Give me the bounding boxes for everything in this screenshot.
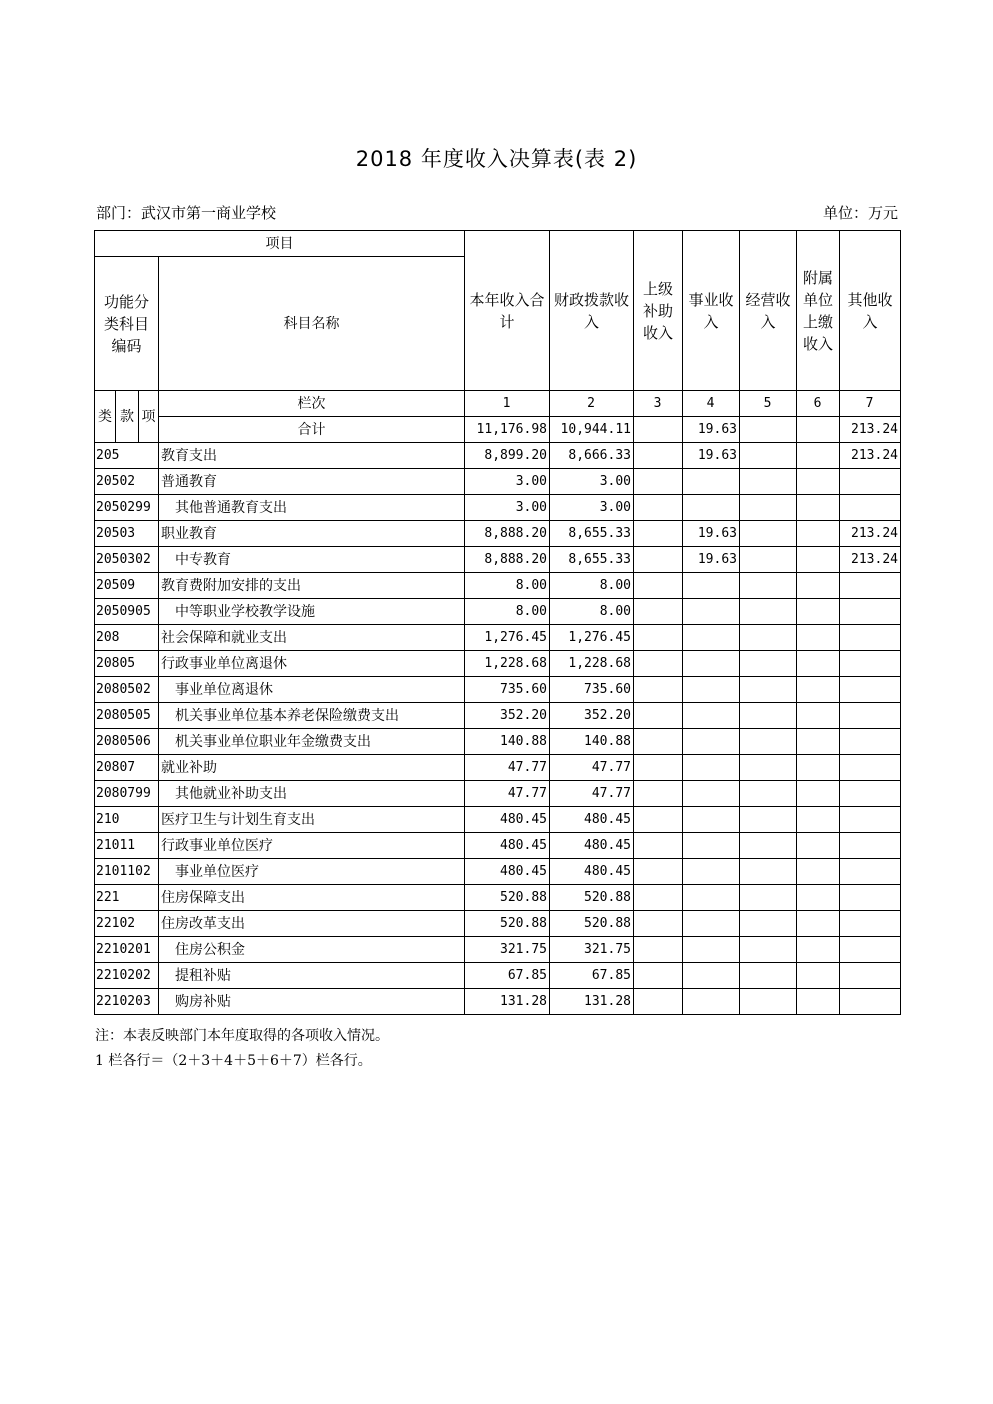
row-code: 22102 bbox=[95, 911, 159, 937]
row-value: 520.88 bbox=[465, 911, 550, 937]
row-value: 480.45 bbox=[550, 859, 634, 885]
row-value: 520.88 bbox=[550, 911, 634, 937]
row-value bbox=[740, 859, 797, 885]
row-code: 20509 bbox=[95, 573, 159, 599]
header-lanci: 栏次 bbox=[159, 391, 465, 417]
row-value: 3.00 bbox=[550, 495, 634, 521]
header-col-business: 事业收入 bbox=[683, 231, 740, 391]
col-num-7: 7 bbox=[840, 391, 901, 417]
income-table bbox=[94, 230, 901, 1015]
row-code: 208 bbox=[95, 625, 159, 651]
col-num-1: 1 bbox=[465, 391, 550, 417]
row-value bbox=[683, 911, 740, 937]
row-code: 20503 bbox=[95, 521, 159, 547]
row-value: 520.88 bbox=[550, 885, 634, 911]
row-value bbox=[740, 781, 797, 807]
row-code: 2080502 bbox=[95, 677, 159, 703]
row-value bbox=[634, 625, 683, 651]
row-value bbox=[634, 599, 683, 625]
row-subject-name: 其他就业补助支出 bbox=[159, 781, 465, 807]
row-value bbox=[840, 937, 901, 963]
row-value bbox=[683, 573, 740, 599]
row-subject-name: 教育支出 bbox=[159, 443, 465, 469]
row-value: 131.28 bbox=[465, 989, 550, 1015]
header-xiang: 项 bbox=[139, 391, 159, 443]
row-value bbox=[840, 885, 901, 911]
table-row bbox=[95, 963, 901, 989]
row-value bbox=[840, 859, 901, 885]
row-value: 140.88 bbox=[465, 729, 550, 755]
table-row bbox=[95, 443, 901, 469]
row-value: 321.75 bbox=[465, 937, 550, 963]
row-value bbox=[797, 703, 840, 729]
table-row bbox=[95, 859, 901, 885]
row-subject-name: 购房补贴 bbox=[159, 989, 465, 1015]
table-row bbox=[95, 885, 901, 911]
row-subject-name: 事业单位离退休 bbox=[159, 677, 465, 703]
table-row bbox=[95, 807, 901, 833]
table-row bbox=[95, 677, 901, 703]
row-value: 8,899.20 bbox=[465, 443, 550, 469]
row-code: 2080799 bbox=[95, 781, 159, 807]
col-num-2: 2 bbox=[550, 391, 634, 417]
row-subject-name: 机关事业单位职业年金缴费支出 bbox=[159, 729, 465, 755]
unit-label: 单位：万元 bbox=[822, 204, 898, 222]
row-subject-name: 住房保障支出 bbox=[159, 885, 465, 911]
row-value bbox=[797, 859, 840, 885]
row-value: 8.00 bbox=[465, 599, 550, 625]
row-value bbox=[634, 807, 683, 833]
table-row bbox=[95, 729, 901, 755]
row-value: 352.20 bbox=[465, 703, 550, 729]
row-subject-name: 普通教育 bbox=[159, 469, 465, 495]
row-value bbox=[797, 651, 840, 677]
row-value bbox=[740, 677, 797, 703]
row-value bbox=[634, 859, 683, 885]
table-row bbox=[95, 495, 901, 521]
row-value bbox=[683, 703, 740, 729]
col-num-6: 6 bbox=[797, 391, 840, 417]
row-value bbox=[797, 963, 840, 989]
row-value: 67.85 bbox=[550, 963, 634, 989]
header-subject-name: 科目名称 bbox=[159, 257, 465, 391]
row-value: 47.77 bbox=[465, 781, 550, 807]
row-subject-name: 中等职业学校教学设施 bbox=[159, 599, 465, 625]
row-value: 480.45 bbox=[465, 833, 550, 859]
row-code: 2210203 bbox=[95, 989, 159, 1015]
row-code: 2050905 bbox=[95, 599, 159, 625]
row-value bbox=[683, 781, 740, 807]
row-value bbox=[740, 989, 797, 1015]
table-row bbox=[95, 833, 901, 859]
row-value: 131.28 bbox=[550, 989, 634, 1015]
header-col-total: 本年收入合计 bbox=[465, 231, 550, 391]
row-value bbox=[683, 651, 740, 677]
row-code: 21011 bbox=[95, 833, 159, 859]
row-value: 8.00 bbox=[550, 599, 634, 625]
header-lei: 类 bbox=[95, 391, 116, 443]
row-value bbox=[634, 755, 683, 781]
row-value bbox=[740, 833, 797, 859]
row-value bbox=[740, 755, 797, 781]
row-value bbox=[634, 521, 683, 547]
row-code: 2101102 bbox=[95, 859, 159, 885]
row-value bbox=[683, 599, 740, 625]
row-value bbox=[683, 495, 740, 521]
row-value: 8,655.33 bbox=[550, 547, 634, 573]
row-code: 205 bbox=[95, 443, 159, 469]
row-value: 47.77 bbox=[550, 755, 634, 781]
total-cell: 11,176.98 bbox=[465, 417, 550, 443]
row-value bbox=[634, 833, 683, 859]
row-value bbox=[840, 755, 901, 781]
row-value bbox=[797, 729, 840, 755]
row-value bbox=[683, 963, 740, 989]
row-value bbox=[797, 599, 840, 625]
row-value: 8.00 bbox=[465, 573, 550, 599]
row-value bbox=[683, 859, 740, 885]
row-value bbox=[740, 547, 797, 573]
row-value bbox=[683, 625, 740, 651]
row-code: 221 bbox=[95, 885, 159, 911]
row-value bbox=[840, 703, 901, 729]
row-value: 735.60 bbox=[465, 677, 550, 703]
row-value bbox=[683, 989, 740, 1015]
row-value bbox=[683, 469, 740, 495]
row-value bbox=[740, 963, 797, 989]
row-value bbox=[740, 885, 797, 911]
row-value bbox=[840, 677, 901, 703]
row-value: 735.60 bbox=[550, 677, 634, 703]
row-value bbox=[634, 963, 683, 989]
row-value bbox=[840, 911, 901, 937]
header-col-fiscal: 财政拨款收入 bbox=[550, 231, 634, 391]
total-cell: 19.63 bbox=[683, 417, 740, 443]
row-value bbox=[797, 443, 840, 469]
row-value bbox=[797, 547, 840, 573]
row-subject-name: 住房改革支出 bbox=[159, 911, 465, 937]
row-value bbox=[740, 599, 797, 625]
table-row bbox=[95, 651, 901, 677]
row-value bbox=[740, 469, 797, 495]
row-value bbox=[634, 885, 683, 911]
row-value bbox=[840, 651, 901, 677]
table-row bbox=[95, 703, 901, 729]
table-row bbox=[95, 625, 901, 651]
row-value: 8.00 bbox=[550, 573, 634, 599]
row-code: 2210201 bbox=[95, 937, 159, 963]
table-row bbox=[95, 911, 901, 937]
row-subject-name: 住房公积金 bbox=[159, 937, 465, 963]
row-value bbox=[797, 937, 840, 963]
row-value bbox=[634, 573, 683, 599]
row-value bbox=[840, 833, 901, 859]
row-value: 8,655.33 bbox=[550, 521, 634, 547]
header-col-other: 其他收入 bbox=[840, 231, 901, 391]
row-value bbox=[840, 599, 901, 625]
row-value bbox=[797, 833, 840, 859]
row-value: 67.85 bbox=[465, 963, 550, 989]
row-subject-name: 职业教育 bbox=[159, 521, 465, 547]
col-num-5: 5 bbox=[740, 391, 797, 417]
row-subject-name: 其他普通教育支出 bbox=[159, 495, 465, 521]
row-value bbox=[683, 755, 740, 781]
row-value: 1,228.68 bbox=[465, 651, 550, 677]
row-code: 2080505 bbox=[95, 703, 159, 729]
row-value bbox=[797, 677, 840, 703]
row-value: 213.24 bbox=[840, 521, 901, 547]
row-code: 20807 bbox=[95, 755, 159, 781]
row-value: 480.45 bbox=[465, 807, 550, 833]
row-value: 3.00 bbox=[465, 495, 550, 521]
row-value: 47.77 bbox=[465, 755, 550, 781]
note-line: 1 栏各行＝（2＋3＋4＋5＋6＋7）栏各行。 bbox=[95, 1053, 372, 1069]
row-value: 140.88 bbox=[550, 729, 634, 755]
row-value bbox=[797, 807, 840, 833]
header-col-operation: 经营收入 bbox=[740, 231, 797, 391]
row-value bbox=[840, 781, 901, 807]
col-num-3: 3 bbox=[634, 391, 683, 417]
row-value bbox=[797, 625, 840, 651]
row-value bbox=[634, 495, 683, 521]
row-value: 47.77 bbox=[550, 781, 634, 807]
row-value: 213.24 bbox=[840, 547, 901, 573]
row-value bbox=[634, 703, 683, 729]
row-subject-name: 医疗卫生与计划生育支出 bbox=[159, 807, 465, 833]
total-cell bbox=[740, 417, 797, 443]
department-label: 部门：武汉市第一商业学校 bbox=[96, 204, 277, 222]
row-subject-name: 行政事业单位医疗 bbox=[159, 833, 465, 859]
table-row bbox=[95, 573, 901, 599]
row-value: 480.45 bbox=[465, 859, 550, 885]
row-code: 210 bbox=[95, 807, 159, 833]
table-row bbox=[95, 937, 901, 963]
row-value bbox=[740, 651, 797, 677]
row-value bbox=[840, 495, 901, 521]
row-value: 3.00 bbox=[550, 469, 634, 495]
row-value bbox=[634, 677, 683, 703]
header-col-superior: 上级补助收入 bbox=[634, 231, 683, 391]
row-value bbox=[797, 781, 840, 807]
row-value bbox=[797, 521, 840, 547]
row-subject-name: 社会保障和就业支出 bbox=[159, 625, 465, 651]
row-value: 8,666.33 bbox=[550, 443, 634, 469]
row-value bbox=[683, 885, 740, 911]
row-subject-name: 机关事业单位基本养老保险缴费支出 bbox=[159, 703, 465, 729]
row-value: 19.63 bbox=[683, 443, 740, 469]
row-code: 2050299 bbox=[95, 495, 159, 521]
row-value bbox=[634, 937, 683, 963]
row-value: 1,276.45 bbox=[465, 625, 550, 651]
row-value bbox=[840, 963, 901, 989]
row-value bbox=[683, 833, 740, 859]
page-title: 2018 年度收入决算表(表 2) bbox=[355, 147, 638, 171]
row-value: 352.20 bbox=[550, 703, 634, 729]
row-value: 19.63 bbox=[683, 521, 740, 547]
row-value: 8,888.20 bbox=[465, 521, 550, 547]
row-subject-name: 提租补贴 bbox=[159, 963, 465, 989]
row-subject-name: 事业单位医疗 bbox=[159, 859, 465, 885]
row-value bbox=[840, 989, 901, 1015]
row-value bbox=[797, 911, 840, 937]
row-value bbox=[683, 937, 740, 963]
total-cell: 213.24 bbox=[840, 417, 901, 443]
row-value bbox=[634, 729, 683, 755]
row-value bbox=[797, 495, 840, 521]
row-value: 3.00 bbox=[465, 469, 550, 495]
row-value bbox=[840, 573, 901, 599]
row-value bbox=[840, 469, 901, 495]
row-value: 520.88 bbox=[465, 885, 550, 911]
row-value bbox=[740, 729, 797, 755]
row-value: 321.75 bbox=[550, 937, 634, 963]
row-value: 1,276.45 bbox=[550, 625, 634, 651]
table-row bbox=[95, 781, 901, 807]
row-value bbox=[840, 807, 901, 833]
row-value bbox=[797, 469, 840, 495]
row-value bbox=[740, 495, 797, 521]
row-value bbox=[840, 625, 901, 651]
row-code: 20805 bbox=[95, 651, 159, 677]
row-value: 19.63 bbox=[683, 547, 740, 573]
table-row bbox=[95, 755, 901, 781]
row-value bbox=[797, 755, 840, 781]
row-code: 2210202 bbox=[95, 963, 159, 989]
row-value bbox=[634, 781, 683, 807]
table-row bbox=[95, 547, 901, 573]
row-value: 480.45 bbox=[550, 807, 634, 833]
row-value bbox=[740, 807, 797, 833]
table-row bbox=[95, 599, 901, 625]
row-subject-name: 就业补助 bbox=[159, 755, 465, 781]
row-value bbox=[797, 989, 840, 1015]
header-project: 项目 bbox=[95, 231, 465, 257]
row-value: 480.45 bbox=[550, 833, 634, 859]
total-cell: 10,944.11 bbox=[550, 417, 634, 443]
total-cell bbox=[634, 417, 683, 443]
row-subject-name: 中专教育 bbox=[159, 547, 465, 573]
row-value bbox=[840, 729, 901, 755]
row-value bbox=[797, 885, 840, 911]
header-col-affiliated: 附属单位上缴收入 bbox=[797, 231, 840, 391]
row-value bbox=[683, 729, 740, 755]
total-cell bbox=[797, 417, 840, 443]
row-value bbox=[683, 677, 740, 703]
row-value: 1,228.68 bbox=[550, 651, 634, 677]
row-code: 2050302 bbox=[95, 547, 159, 573]
col-num-4: 4 bbox=[683, 391, 740, 417]
row-value: 213.24 bbox=[840, 443, 901, 469]
row-value bbox=[634, 547, 683, 573]
row-value bbox=[634, 651, 683, 677]
row-value bbox=[634, 911, 683, 937]
row-code: 2080506 bbox=[95, 729, 159, 755]
row-subject-name: 教育费附加安排的支出 bbox=[159, 573, 465, 599]
row-value: 8,888.20 bbox=[465, 547, 550, 573]
row-value bbox=[740, 937, 797, 963]
header-kuan: 款 bbox=[116, 391, 139, 443]
row-value bbox=[634, 443, 683, 469]
table-row bbox=[95, 521, 901, 547]
notes bbox=[95, 1024, 389, 1074]
row-subject-name: 行政事业单位离退休 bbox=[159, 651, 465, 677]
row-value bbox=[634, 989, 683, 1015]
table-row bbox=[95, 469, 901, 495]
row-value bbox=[634, 469, 683, 495]
row-value bbox=[740, 573, 797, 599]
note-line: 注：本表反映部门本年度取得的各项收入情况。 bbox=[95, 1028, 389, 1044]
row-value bbox=[740, 625, 797, 651]
table-row bbox=[95, 989, 901, 1015]
row-value bbox=[740, 443, 797, 469]
row-value bbox=[797, 573, 840, 599]
row-code: 20502 bbox=[95, 469, 159, 495]
row-value bbox=[740, 911, 797, 937]
row-value bbox=[740, 703, 797, 729]
row-value bbox=[740, 521, 797, 547]
total-label: 合计 bbox=[159, 417, 465, 443]
header-func-code: 功能分类科目编码 bbox=[95, 257, 159, 391]
row-value bbox=[683, 807, 740, 833]
